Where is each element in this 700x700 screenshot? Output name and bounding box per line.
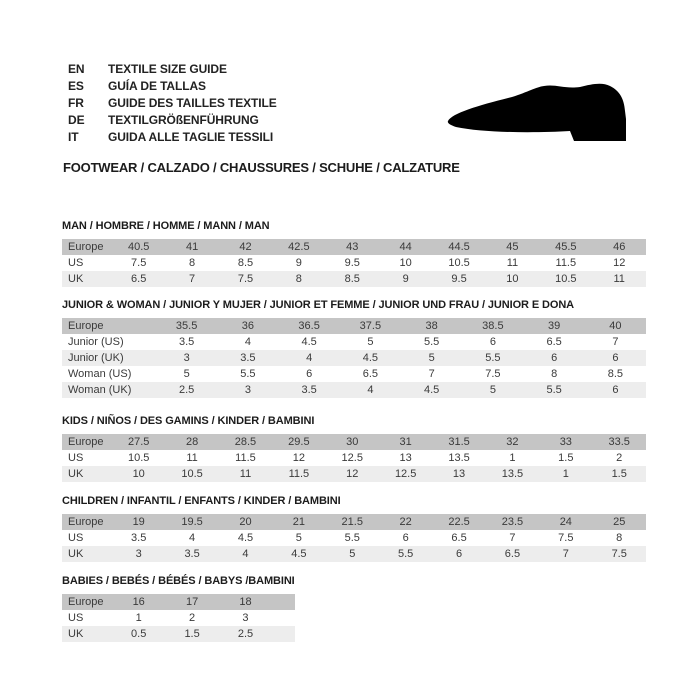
size-cell: 38	[425, 320, 438, 332]
size-cell: 7.5	[237, 273, 254, 285]
size-cell: 6.5	[451, 532, 467, 544]
size-cell: 31	[399, 436, 412, 448]
size-cell: 5	[295, 532, 302, 544]
size-cell: 13.5	[501, 468, 524, 480]
size-cell: 11	[186, 452, 198, 464]
size-cell: 40.5	[127, 241, 150, 253]
size-cell: 19.5	[181, 516, 203, 528]
size-cell: 28	[185, 436, 199, 448]
row-label: US	[68, 532, 84, 544]
row-label: Europe	[68, 596, 104, 608]
language-code: DE	[68, 113, 85, 127]
row-label: US	[68, 257, 84, 269]
size-cell: 38.5	[482, 320, 504, 332]
size-cell: 4.5	[291, 548, 307, 560]
size-cell: 11	[506, 257, 519, 269]
size-cell: 12	[292, 452, 305, 464]
size-cell: 7.5	[558, 532, 574, 544]
table-row	[62, 350, 646, 366]
size-cell: 6.5	[546, 336, 562, 348]
table-row	[62, 450, 646, 466]
size-cell: 45	[506, 241, 519, 253]
size-cell: 5.5	[546, 384, 562, 396]
section-junior-woman	[62, 299, 646, 398]
size-cell: 4	[189, 532, 196, 544]
size-cell: 10	[132, 468, 145, 480]
table-row	[62, 466, 646, 482]
size-cell: 9.5	[451, 273, 467, 285]
size-cell: 5	[428, 352, 435, 364]
size-cell: 8.5	[237, 257, 254, 269]
size-cell: 9	[402, 273, 409, 285]
size-cell: 25	[613, 516, 626, 528]
size-cell: 9.5	[344, 257, 360, 269]
size-cell: 33.5	[608, 436, 630, 448]
size-cell: 2.5	[178, 384, 195, 396]
size-cell: 4	[367, 384, 374, 396]
category-line: FOOTWEAR / CALZADO / CHAUSSURES / SCHUHE / CALZATURE	[63, 160, 460, 175]
size-cell: 44	[399, 241, 412, 253]
row-label: Junior (UK)	[68, 352, 124, 364]
size-cell: 12	[346, 468, 359, 480]
row-label: UK	[68, 628, 84, 640]
size-cell: 5.5	[240, 368, 256, 380]
language-row	[68, 95, 277, 112]
size-cell: 4.5	[423, 384, 440, 396]
table-row	[62, 366, 646, 382]
section-title-junior-woman: JUNIOR & WOMAN / JUNIOR Y MUJER / JUNIOR ET FEMME / JUNIOR UND FRAU / JUNIOR E DONA	[62, 299, 575, 311]
size-cell: 45.5	[555, 241, 577, 253]
size-cell: 5	[349, 548, 356, 560]
size-cell: 22.5	[448, 516, 470, 528]
size-cell: 6.5	[362, 368, 379, 380]
size-cell: 6	[306, 368, 313, 380]
shoe-icon	[440, 73, 640, 158]
size-cell: 11.5	[235, 452, 256, 464]
size-cell: 7	[612, 336, 619, 348]
size-table-junior-woman	[62, 318, 646, 398]
size-cell: 10	[506, 273, 519, 285]
size-cell: 11	[613, 273, 625, 285]
table-row	[62, 318, 646, 334]
size-cell: 6	[402, 532, 409, 544]
size-cell: 43	[346, 241, 359, 253]
table-row	[62, 382, 646, 398]
size-cell: 35.5	[175, 320, 198, 332]
size-cell: 8	[189, 257, 196, 269]
language-list	[68, 61, 277, 146]
size-cell: 0.5	[131, 628, 147, 640]
size-cell: 12.5	[341, 452, 363, 464]
size-cell: 29.5	[288, 436, 310, 448]
table-row	[62, 546, 646, 562]
section-title-babies: BABIES / BEBÉS / BÉBÉS / BABYS /BAMBINI	[62, 575, 295, 587]
section-title-man: MAN / HOMBRE / HOMME / MANN / MAN	[62, 220, 270, 232]
size-cell: 5.5	[485, 352, 501, 364]
size-cell: 4.5	[362, 352, 379, 364]
size-cell: 41	[185, 241, 199, 253]
size-cell: 1	[135, 612, 142, 624]
size-cell: 13	[399, 452, 412, 464]
size-cell: 7.5	[611, 548, 627, 560]
size-cell: 10.5	[181, 468, 203, 480]
size-cell: 6	[612, 352, 619, 364]
section-babies	[62, 575, 295, 642]
language-row	[68, 129, 277, 146]
size-cell: 7	[428, 368, 435, 380]
size-cell: 1	[509, 452, 516, 464]
row-label: US	[68, 452, 84, 464]
size-cell: 36	[241, 320, 254, 332]
size-cell: 2	[616, 452, 623, 464]
size-cell: 5	[489, 384, 496, 396]
size-cell: 19	[132, 516, 145, 528]
size-cell: 20	[239, 516, 252, 528]
size-cell: 39	[548, 320, 561, 332]
size-cell: 7.5	[485, 368, 501, 380]
size-cell: 27.5	[127, 436, 150, 448]
size-cell: 4	[244, 336, 251, 348]
row-label: UK	[68, 548, 84, 560]
language-row	[68, 78, 277, 95]
size-cell: 7	[562, 548, 569, 560]
row-label: Europe	[68, 436, 104, 448]
size-cell: 10.5	[448, 257, 470, 269]
size-cell: 5	[183, 368, 190, 380]
size-cell: 9	[295, 257, 302, 269]
language-label: GUÍA DE TALLAS	[108, 79, 206, 93]
size-cell: 44.5	[448, 241, 470, 253]
size-cell: 32	[506, 436, 519, 448]
language-row	[68, 112, 277, 129]
size-cell: 6	[551, 352, 558, 364]
size-cell: 6	[612, 384, 619, 396]
language-label: TEXTILE SIZE GUIDE	[108, 62, 227, 76]
language-label: GUIDA ALLE TAGLIE TESSILI	[108, 130, 274, 144]
size-cell: 21	[292, 516, 305, 528]
table-row	[62, 334, 646, 350]
size-cell: 7	[189, 273, 196, 285]
size-cell: 2.5	[237, 628, 254, 640]
section-kids	[62, 415, 646, 482]
row-label: Europe	[68, 241, 104, 253]
language-code: ES	[68, 79, 84, 93]
language-label: TEXTILGRÖßENFÜHRUNG	[108, 113, 259, 127]
size-cell: 10.5	[555, 273, 577, 285]
size-cell: 18	[239, 596, 252, 608]
size-cell: 6.5	[504, 548, 521, 560]
size-cell: 3.5	[178, 336, 195, 348]
size-table-children	[62, 514, 646, 562]
size-cell: 4	[306, 352, 313, 364]
size-cell: 5.5	[398, 548, 414, 560]
size-cell: 8.5	[344, 273, 360, 285]
row-label: UK	[68, 273, 84, 285]
table-row	[62, 610, 295, 626]
size-cell: 6	[455, 548, 463, 560]
size-cell: 3	[183, 352, 190, 364]
language-code: FR	[68, 96, 84, 110]
size-cell: 30	[346, 436, 359, 448]
size-cell: 23.5	[501, 516, 524, 528]
size-cell: 46	[613, 241, 626, 253]
row-label: Woman (UK)	[68, 384, 132, 396]
language-code: EN	[68, 62, 85, 76]
size-cell: 5.5	[344, 532, 360, 544]
filler-cell	[272, 594, 295, 610]
size-cell: 3.5	[240, 352, 256, 364]
language-row	[68, 61, 277, 78]
size-cell: 4	[242, 548, 249, 560]
row-label: Junior (US)	[68, 336, 124, 348]
size-table-babies	[62, 594, 295, 642]
section-man	[62, 220, 646, 287]
size-cell: 33	[559, 436, 572, 448]
size-cell: 3.5	[131, 532, 147, 544]
size-cell: 4.5	[301, 336, 317, 348]
size-cell: 11.5	[288, 468, 310, 480]
size-cell: 1.5	[184, 628, 200, 640]
size-cell: 10	[399, 257, 412, 269]
size-cell: 28.5	[234, 436, 257, 448]
filler-cell	[272, 626, 295, 642]
size-cell: 12	[613, 257, 626, 269]
size-cell: 42.5	[288, 241, 310, 253]
size-cell: 5.5	[423, 336, 440, 348]
size-cell: 1.5	[558, 452, 574, 464]
row-label: UK	[68, 468, 84, 480]
size-cell: 7.5	[131, 257, 147, 269]
size-cell: 1	[562, 468, 569, 480]
size-cell: 24	[559, 516, 572, 528]
size-cell: 6.5	[131, 273, 147, 285]
size-cell: 8	[551, 368, 558, 380]
size-cell: 3	[244, 384, 251, 396]
size-cell: 8	[295, 273, 302, 285]
size-cell: 6	[489, 336, 496, 348]
size-cell: 8	[616, 532, 623, 544]
table-row	[62, 239, 646, 255]
table-row	[62, 530, 646, 546]
language-code: IT	[68, 130, 79, 144]
table-row	[62, 594, 295, 610]
size-cell: 22	[399, 516, 412, 528]
row-label: US	[68, 612, 84, 624]
filler-cell	[272, 610, 295, 626]
size-cell: 17	[185, 596, 199, 608]
size-cell: 3	[242, 612, 249, 624]
size-cell: 42	[239, 241, 252, 253]
size-table-kids	[62, 434, 646, 482]
size-cell: 1.5	[611, 468, 627, 480]
row-label: Woman (US)	[68, 368, 132, 380]
size-cell: 2	[189, 612, 196, 624]
size-cell: 16	[132, 596, 145, 608]
size-cell: 36.5	[298, 320, 320, 332]
size-cell: 12.5	[394, 468, 417, 480]
size-cell: 11	[239, 468, 252, 480]
size-cell: 40	[609, 320, 622, 332]
size-table-man	[62, 239, 646, 287]
size-cell: 3.5	[184, 548, 200, 560]
size-cell: 5	[367, 336, 374, 348]
size-cell: 13	[452, 468, 466, 480]
size-cell: 4.5	[237, 532, 254, 544]
size-cell: 37.5	[359, 320, 382, 332]
section-title-children: CHILDREN / INFANTIL / ENFANTS / KINDER / BAMBINI	[62, 495, 341, 507]
row-label: Europe	[68, 320, 104, 332]
table-row	[62, 255, 646, 271]
section-title-kids: KIDS / NIÑOS / DES GAMINS / KINDER / BAMBINI	[62, 415, 315, 427]
table-row	[62, 434, 646, 450]
size-cell: 10.5	[127, 452, 150, 464]
section-children	[62, 495, 646, 562]
size-cell: 21.5	[341, 516, 363, 528]
size-cell: 7	[509, 532, 516, 544]
row-label: Europe	[68, 516, 104, 528]
size-cell: 13.5	[448, 452, 470, 464]
size-cell: 31.5	[448, 436, 470, 448]
size-cell: 8.5	[607, 368, 624, 380]
size-cell: 3	[135, 548, 142, 560]
table-row	[62, 626, 295, 642]
size-cell: 3.5	[301, 384, 317, 396]
size-cell: 11.5	[555, 257, 577, 269]
table-row	[62, 514, 646, 530]
table-row	[62, 271, 646, 287]
language-label: GUIDE DES TAILLES TEXTILE	[108, 96, 277, 110]
